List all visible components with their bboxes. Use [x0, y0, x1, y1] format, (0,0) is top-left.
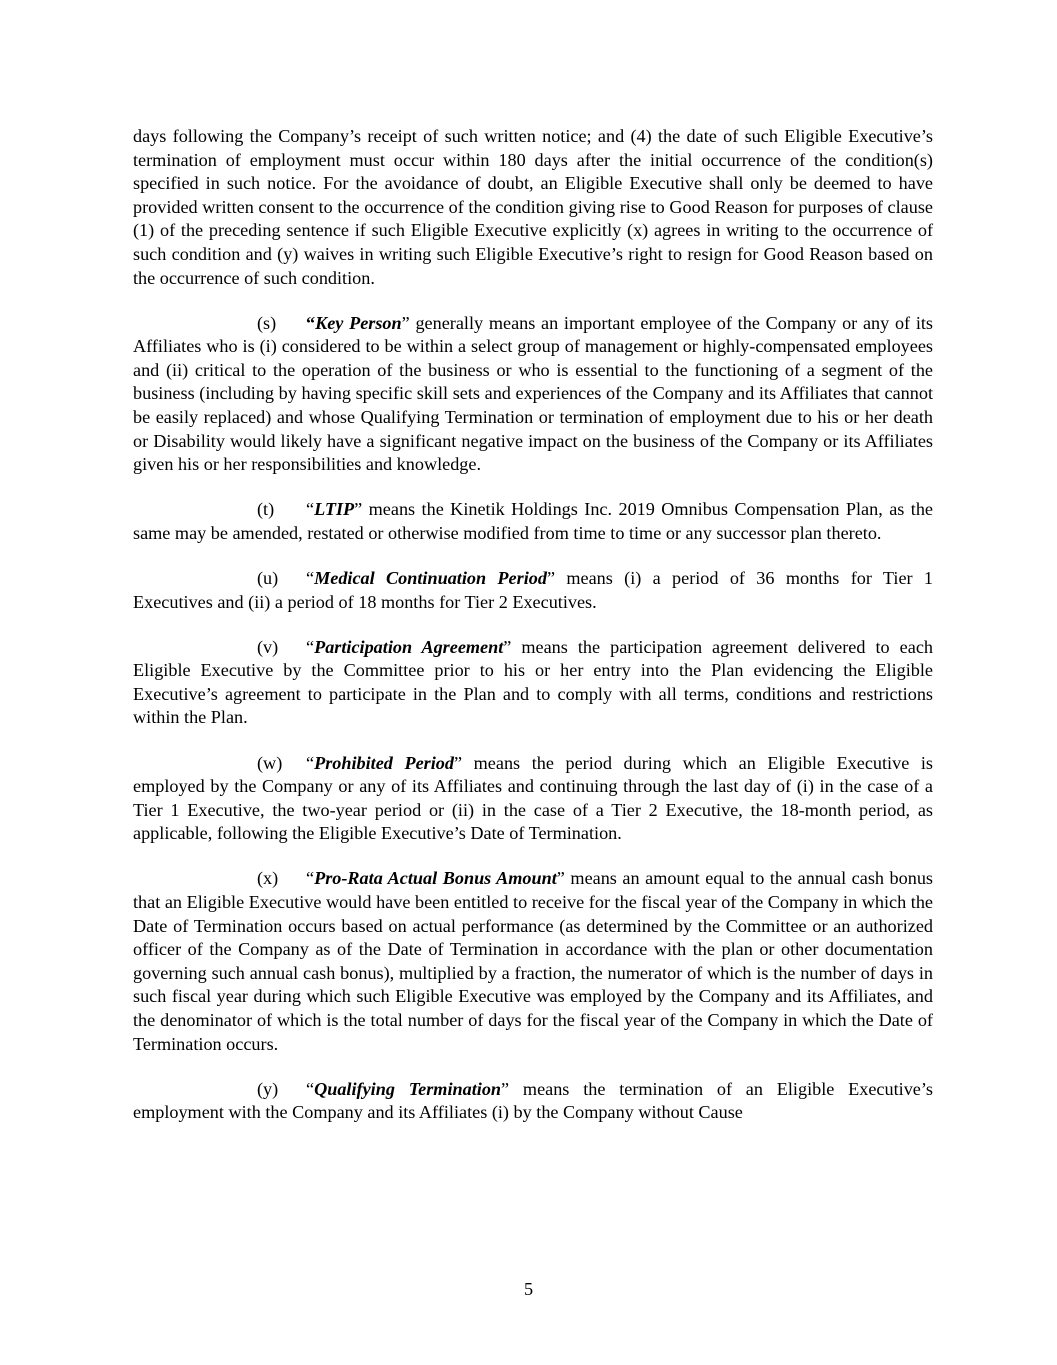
close-quote: ”	[503, 636, 512, 657]
close-quote: ”	[401, 312, 410, 333]
defined-term: Participation Agreement	[314, 636, 504, 657]
definition-qualifying-termination	[133, 1078, 933, 1125]
open-quote: “	[306, 868, 315, 889]
open-quote: “	[306, 1078, 315, 1099]
definition-text: generally means an important employee of the Company or any of its Affiliates who is (i) considered to be within a select group of management or highly-compensated employees and (ii) critical to the operation of the business or who is essential to the functioning of a segment of the business (including by having specific skill sets and experiences of the Company and its Affiliates that cannot be easily replaced) and whose Qualifying Termination or termination of employment due to his or her death or Disability would likely have a significant negative impact on the business of the Company or its Affiliates given his or her responsibilities and knowledge.	[133, 312, 934, 475]
close-quote: ”	[453, 752, 463, 773]
defined-term: Medical Continuation Period	[314, 568, 547, 588]
close-quote: ”	[501, 1078, 510, 1099]
close-quote: ”	[556, 868, 565, 889]
paragraph-good-reason-continuation	[133, 125, 933, 290]
definition-text: means the period during which an Eligible Executive is employed by the Company or any of its Affiliates and continuing through the last day of (i) in the case of a Tier 1 Executive, the two-year period or (ii) in the case of a Tier 2 Executive, the 18-month period, as applicable, following the Eligible Executive’s Date of Termination.	[133, 752, 933, 844]
defined-term: Pro-Rata Actual Bonus Amount	[314, 868, 557, 889]
defined-term: Prohibited Period	[314, 752, 454, 773]
paragraph-text: days following the Company’s receipt of such written notice; and (4) the date of such Eligible Executive’s termination of employment must occur within 180 days after the initial occurrence of the condition(s) specified in such notice. For the avoidance of doubt, an Eligible Executive shall only be deemed to have provided written consent to the occurrence of the condition giving rise to Good Reason for purposes of clause (1) of the preceding sentence if such Eligible Executive explicitly (x) agrees in writing to the occurrence of such condition and (y) waives in writing such Eligible Executive’s right to resign for Good Reason based on the occurrence of such condition.	[133, 126, 933, 288]
definition-medical-continuation-period	[133, 567, 933, 614]
definition-text: means an amount equal to the annual cash bonus that an Eligible Executive would have been entitled to receive for the fiscal year of the Company in which the Date of Termination occurs based on actual performance (as determined by the Committee or an authorized officer of the Company as of the Date of Termination in accordance with the plan or other documentation governing such annual cash bonus), multiplied by a fraction, the numerator of which is the number of days in such fiscal year during which such Eligible Executive was employed by the Company and its Affiliates, and the denominator of which is the total number of days for the fiscal year of the Company in which the Date of Termination occurs.	[133, 868, 933, 1054]
definition-key-person	[133, 312, 933, 477]
section-marker: (y)	[257, 1078, 279, 1099]
defined-term: Qualifying Termination	[314, 1078, 502, 1099]
open-quote: “	[306, 568, 315, 588]
definition-text: means (i) a period of 36 months for Tier 1 Executives and (ii) a period of 18 months for Tier 2 Executives.	[133, 568, 933, 612]
section-marker: (v)	[257, 636, 279, 657]
open-quote: “	[306, 499, 315, 520]
open-quote: “	[306, 312, 316, 333]
open-quote: “	[306, 636, 315, 657]
definition-prohibited-period	[133, 752, 933, 846]
definition-ltip	[133, 498, 933, 545]
section-marker: (u)	[257, 568, 279, 588]
definition-participation-agreement	[133, 636, 933, 730]
section-marker: (x)	[257, 868, 279, 889]
document-body	[133, 125, 933, 1146]
page-number: 5	[523, 1279, 534, 1299]
defined-term: LTIP	[314, 499, 355, 520]
definition-text: means the Kinetik Holdings Inc. 2019 Omnibus Compensation Plan, as the same may be amended, restated or otherwise modified from time to time or any successor plan thereto.	[133, 499, 933, 543]
definition-text: means the termination of an Eligible Executive’s employment with the Company and its Affiliates (i) by the Company without Cause	[133, 1078, 933, 1123]
defined-term: Key Person	[315, 312, 402, 333]
definition-text: means the participation agreement delivered to each Eligible Executive by the Committee prior to his or her entry into the Plan evidencing the Eligible Executive’s agreement to participate in the Plan and to comply with all terms, conditions and restrictions within the Plan.	[133, 636, 933, 728]
open-quote: “	[306, 752, 315, 773]
section-marker: (s)	[257, 312, 277, 333]
close-quote: ”	[354, 499, 363, 520]
definition-pro-rata-actual-bonus-amount	[133, 867, 933, 1056]
close-quote: ”	[546, 568, 556, 588]
section-marker: (t)	[257, 499, 275, 520]
section-marker: (w)	[257, 752, 283, 773]
